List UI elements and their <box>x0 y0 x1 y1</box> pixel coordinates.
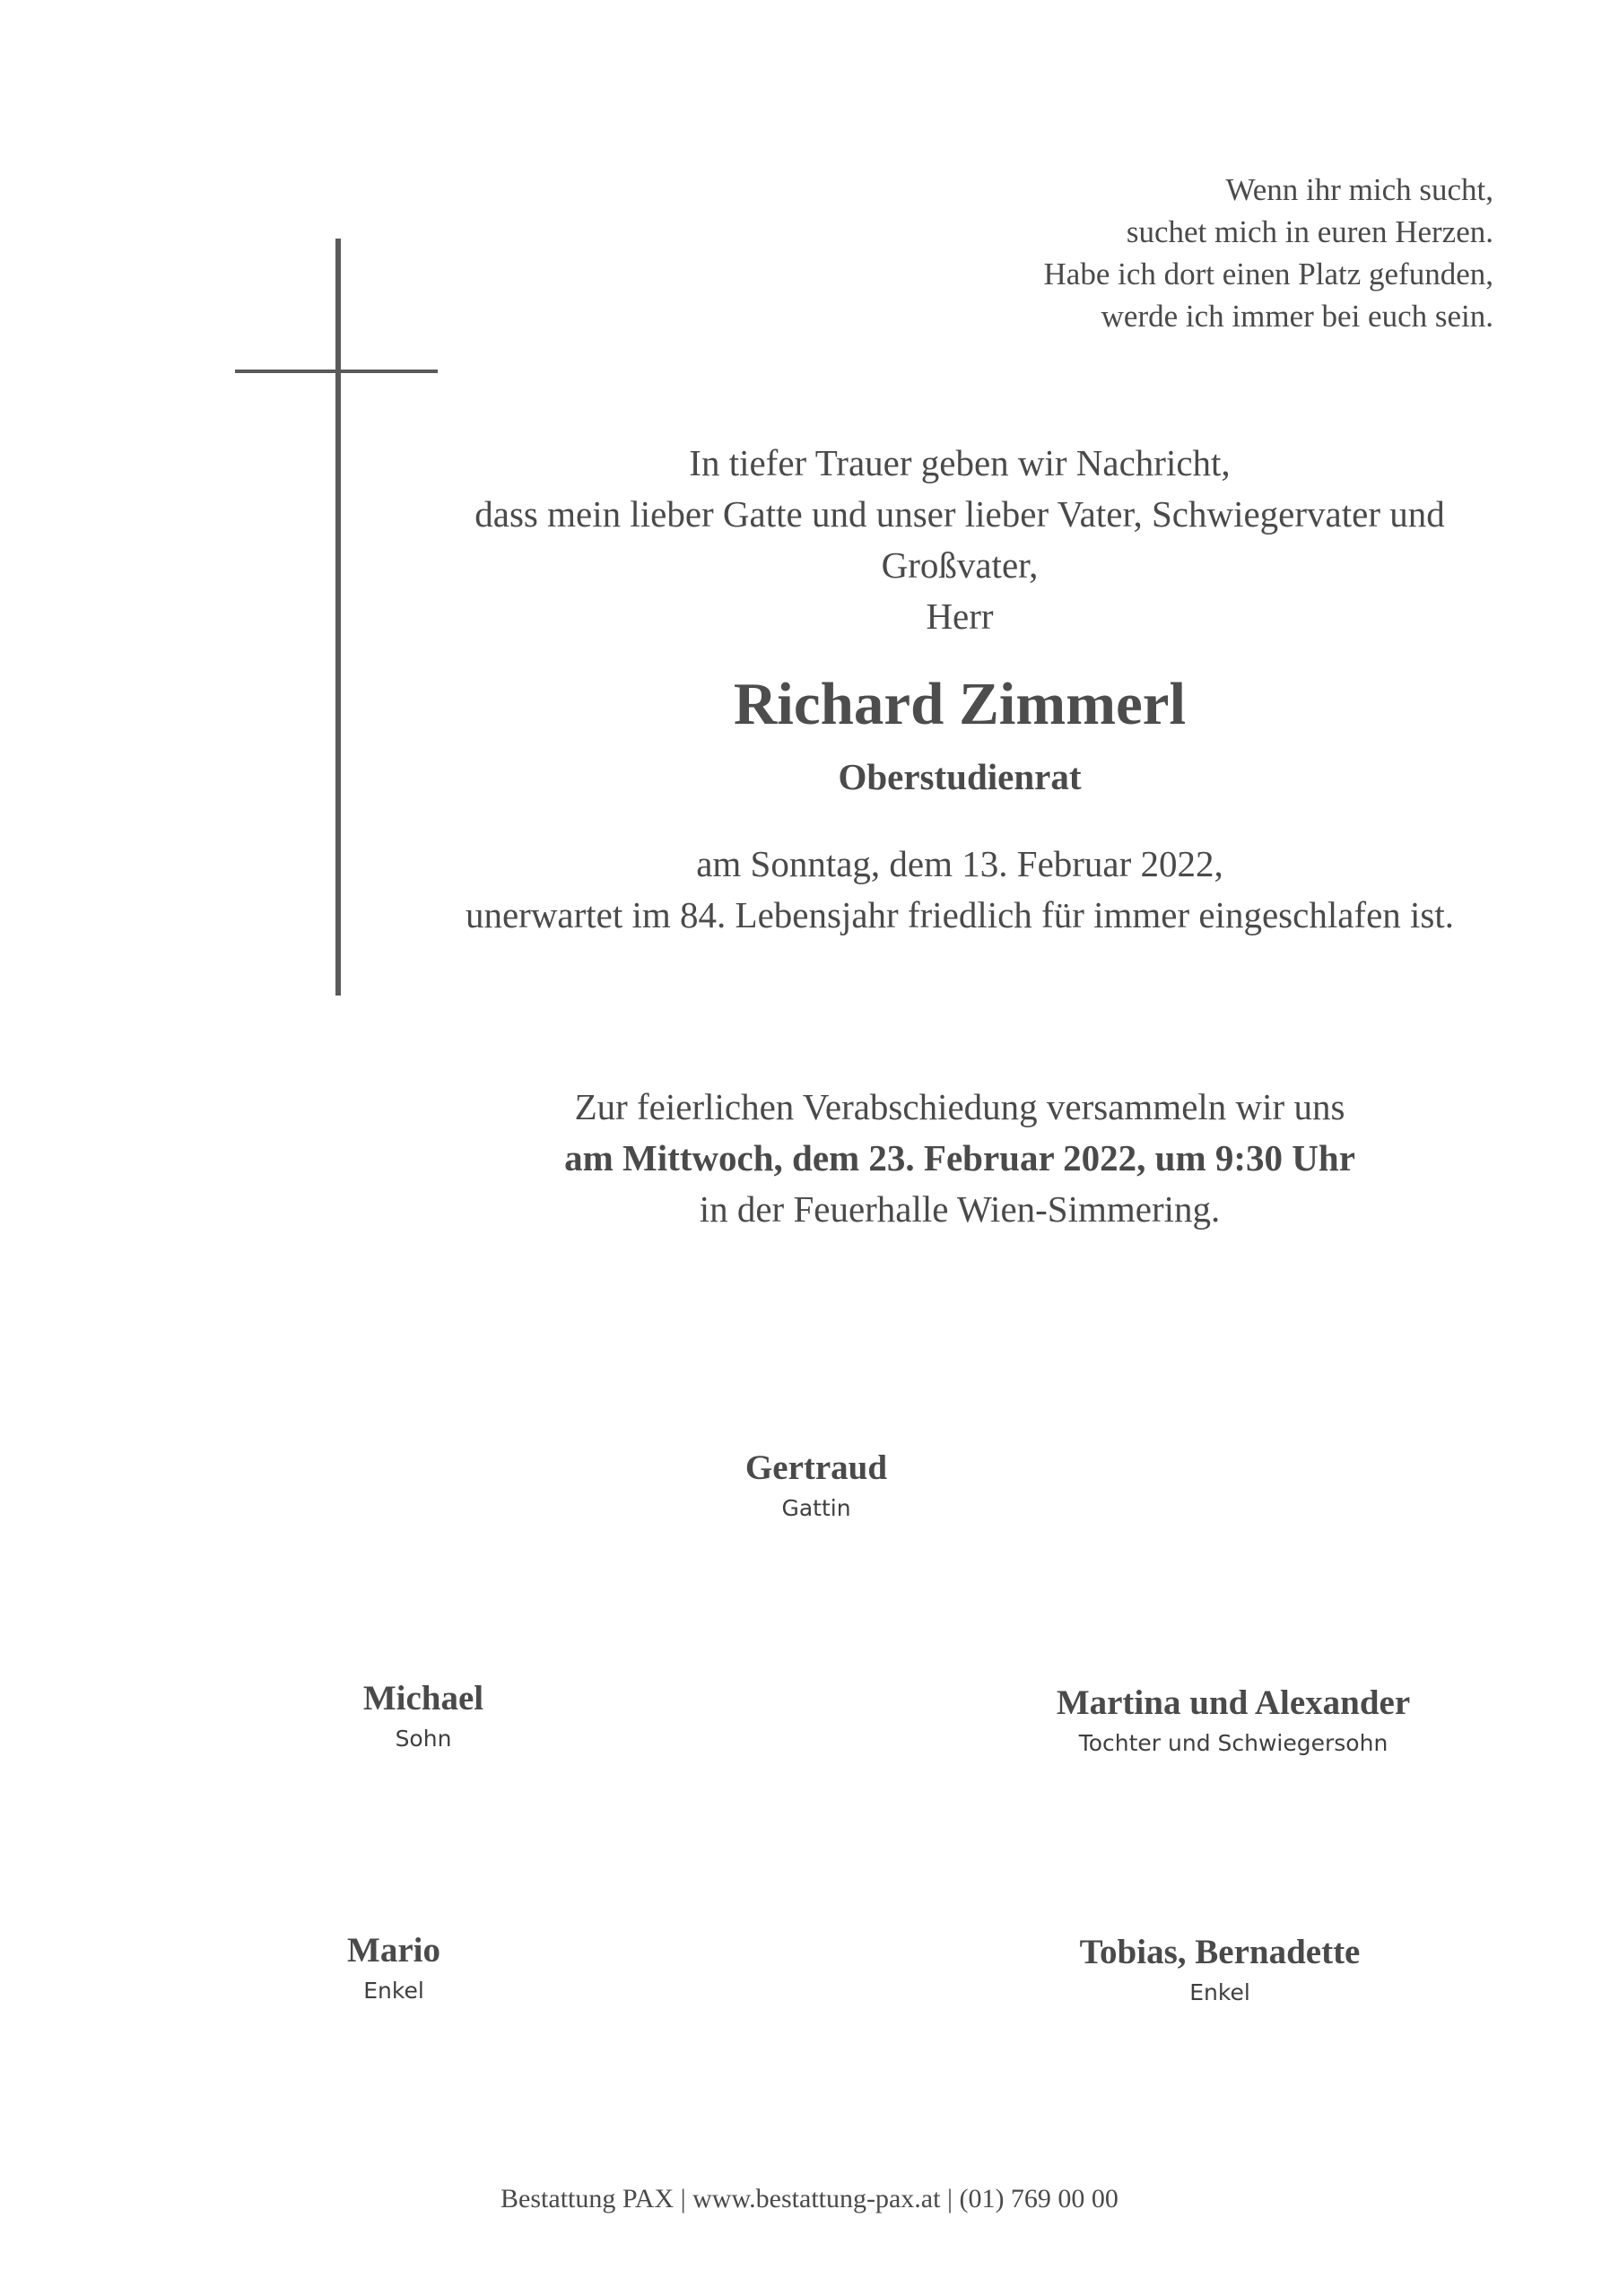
mourner-role: Enkel <box>363 1978 424 2004</box>
mourner-grandchild-1 <box>80 1928 708 2009</box>
mourner-name: Michael <box>362 1679 484 1718</box>
mourner-grandchild-2 <box>906 1930 1534 2011</box>
mourner-role: Enkel <box>1189 1979 1250 2005</box>
mourner-name: Tobias, Bernadette <box>1079 1933 1361 1971</box>
mourner-name: Gertraud <box>744 1448 888 1487</box>
mourner-role: Gattin <box>781 1495 851 1521</box>
poem-line: Habe ich dort einen Platz gefunden, <box>1043 257 1493 291</box>
mourner-son <box>109 1676 737 1757</box>
poem-line: werde ich immer bei euch sein. <box>1101 299 1493 334</box>
intro-line: dass mein lieber Gatte und unser lieber Vater, Schwiegervater und <box>474 493 1445 535</box>
poem <box>686 169 1493 337</box>
cross-icon-horizontal <box>235 370 438 373</box>
announcement-intro <box>377 438 1543 642</box>
mourner-spouse <box>502 1446 1130 1526</box>
death-line: unerwartet im 84. Lebensjahr friedlich für immer eingeschlafen ist. <box>465 894 1455 935</box>
mourner-name: Mario <box>347 1931 440 1970</box>
intro-line: In tiefer Trauer geben wir Nachricht, <box>689 442 1231 483</box>
deceased-title: Oberstudienrat <box>838 756 1082 797</box>
mourner-role: Sohn <box>395 1726 452 1752</box>
ceremony-line: Zur feierlichen Verabschiedung versammeln wir uns <box>574 1086 1345 1127</box>
intro-line: Herr <box>926 596 994 637</box>
mourner-name: Martina und Alexander <box>1056 1683 1411 1722</box>
mourner-role: Tochter und Schwiegersohn <box>1078 1730 1388 1756</box>
cross-icon-vertical <box>335 239 341 996</box>
intro-line: Großvater, <box>881 544 1039 586</box>
footer-contact: Bestattung PAX | www.bestattung-pax.at | (01) 769 00 00 <box>500 2184 1119 2213</box>
mourner-daughter <box>919 1681 1547 1761</box>
ceremony-location: in der Feuerhalle Wien-Simmering. <box>699 1188 1221 1230</box>
poem-line: Wenn ihr mich sucht, <box>1225 172 1493 207</box>
death-line: am Sonntag, dem 13. Februar 2022, <box>696 843 1223 884</box>
death-info <box>377 839 1543 941</box>
poem-line: suchet mich in euren Herzen. <box>1126 214 1493 249</box>
ceremony-info <box>377 1082 1543 1235</box>
ceremony-date: am Mittwoch, dem 23. Februar 2022, um 9:30 Uhr <box>564 1137 1355 1178</box>
deceased-name: Richard Zimmerl <box>733 671 1187 737</box>
